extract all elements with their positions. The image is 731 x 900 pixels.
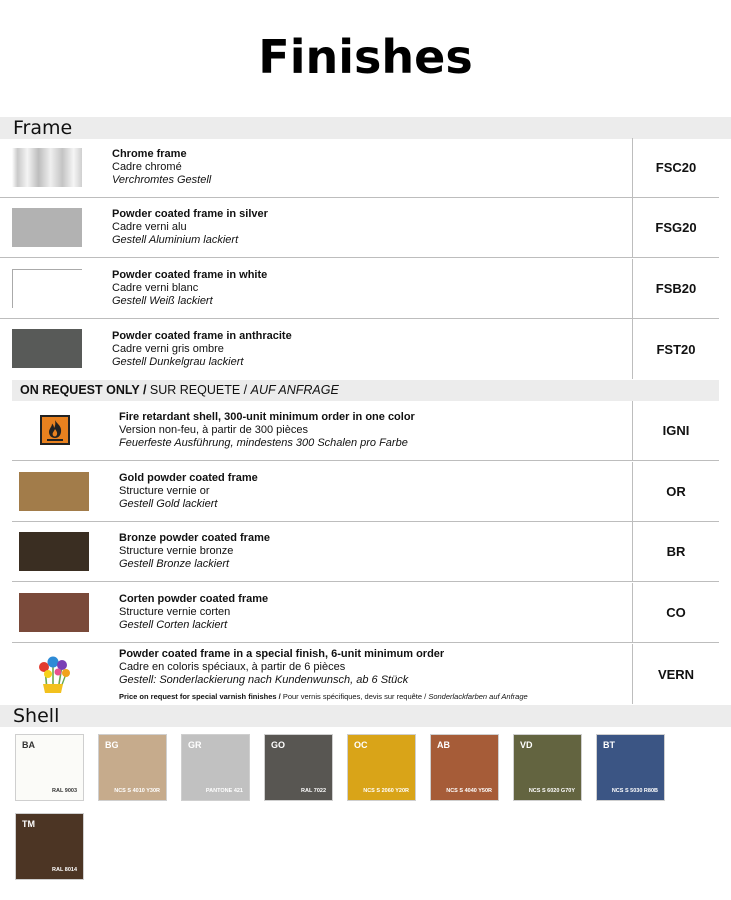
finish-name-en: Powder coated frame in white: [112, 269, 268, 281]
finish-code: FSB20: [655, 281, 697, 296]
shell-color-tile: [15, 813, 84, 880]
finish-name-en: Gold powder coated frame: [119, 472, 258, 484]
request-row-corten: [12, 583, 719, 643]
shell-color-ref: NCS S 6020 G70Y: [528, 788, 575, 794]
finish-name-fr: Cadre en coloris spéciaux, à partir de 6 pièces: [119, 660, 346, 673]
finish-code: BR: [666, 544, 686, 559]
shell-color-tile: [347, 734, 416, 801]
finish-name-de: Gestell Gold lackiert: [119, 498, 218, 510]
shell-color-ref: NCS S 5030 R80B: [611, 788, 658, 794]
page-title: Finishes: [258, 30, 473, 84]
shell-color-ref: RAL 8014: [52, 867, 77, 873]
white-swatch: [12, 269, 82, 308]
finish-name-de: Verchromtes Gestell: [112, 174, 212, 186]
finish-code: VERN: [657, 666, 695, 682]
finish-name-de: Gestell Dunkelgrau lackiert: [112, 355, 244, 368]
finish-name-en: Chrome frame: [112, 148, 187, 160]
finish-name-fr: Cadre chromé: [112, 161, 182, 173]
finish-name-fr: Structure vernie bronze: [119, 545, 234, 557]
shell-color-code: BG: [105, 740, 119, 750]
shell-color-ref: NCS S 4010 Y30R: [114, 788, 160, 794]
shell-color-code: TM: [22, 819, 35, 829]
finish-name-en: Powder coated frame in anthracite: [112, 329, 292, 342]
section-header-shell: Shell: [0, 705, 731, 727]
finish-name-fr: Cadre verni alu: [112, 221, 187, 233]
finish-code: IGNI: [662, 423, 690, 438]
finish-code: FST20: [656, 341, 696, 357]
shell-color-ref: PANTONE 421: [205, 788, 243, 794]
request-row-bronze: [12, 522, 719, 582]
shell-color-tile: [430, 734, 499, 801]
finish-name-de: Gestell Bronze lackiert: [119, 558, 230, 570]
shell-color-tile: [98, 734, 167, 801]
anthracite-swatch: [12, 329, 82, 368]
frame-row-anthracite: [0, 319, 719, 379]
shell-color-code: GO: [271, 740, 286, 750]
frame-row-chrome: [0, 138, 719, 198]
finish-name-de: Gestell Weiß lackiert: [112, 295, 213, 307]
frame-row-silver: [0, 198, 719, 258]
finish-code: CO: [666, 605, 686, 620]
finish-name-fr: Structure vernie corten: [119, 606, 231, 618]
request-row-gold: [12, 462, 719, 522]
finish-name-fr: Version non-feu, à partir de 300 pièces: [119, 424, 308, 436]
finish-name-de: Gestell Corten lackiert: [119, 619, 228, 631]
flame-warning-icon: [40, 415, 70, 445]
finish-name-en: Bronze powder coated frame: [119, 532, 270, 544]
shell-color-code: OC: [354, 740, 368, 750]
shell-color-code: VD: [520, 740, 533, 750]
finish-name-en: Powder coated frame in silver: [112, 208, 268, 220]
special-finish-note: Price on request for special varnish finishes / Pour vernis spécifiques, devis sur requête / Sonderlackfarben auf Anfrage: [119, 691, 528, 701]
finish-name-fr: Structure vernie or: [119, 485, 210, 497]
section-header-frame: Frame: [0, 117, 731, 139]
chrome-swatch: [12, 148, 82, 187]
shell-color-tile: [596, 734, 665, 801]
frame-row-white: [0, 259, 719, 319]
shell-color-ref: NCS S 4040 Y50R: [446, 788, 492, 794]
color-balloons-icon: [36, 654, 72, 694]
request-row-igni: [12, 401, 719, 461]
finish-name-fr: Cadre verni gris ombre: [112, 342, 224, 355]
finish-name-en: Corten powder coated frame: [119, 593, 269, 605]
shell-color-tile: [181, 734, 250, 801]
finish-code: FSC20: [655, 160, 697, 175]
request-row-special: [12, 644, 719, 704]
shell-color-code: AB: [437, 740, 450, 750]
finish-code: FSG20: [655, 220, 697, 235]
shell-color-ref: NCS S 2060 Y20R: [363, 788, 409, 794]
shell-color-tile: [15, 734, 84, 801]
finish-name-de: Gestell Aluminium lackiert: [112, 234, 239, 246]
finish-name-en: Fire retardant shell, 300-unit minimum order in one color: [119, 411, 415, 423]
bronze-swatch: [19, 532, 89, 571]
silver-swatch: [12, 208, 82, 247]
shell-color-code: GR: [188, 740, 202, 750]
shell-color-ref: RAL 7022: [301, 788, 326, 794]
finish-code: OR: [666, 484, 686, 499]
shell-color-tile: [513, 734, 582, 801]
finish-name-de: Gestell: Sonderlackierung nach Kundenwunsch, ab 6 Stück: [119, 673, 409, 686]
gold-swatch: [19, 472, 89, 511]
finish-name-de: Feuerfeste Ausführung, mindestens 300 Schalen pro Farbe: [119, 437, 408, 449]
shell-color-ref: RAL 9003: [52, 788, 77, 794]
finish-name-en: Powder coated frame in a special finish, 6-unit minimum order: [119, 647, 445, 660]
shell-color-tile: [264, 734, 333, 801]
finish-name-fr: Cadre verni blanc: [112, 282, 199, 294]
corten-swatch: [19, 593, 89, 632]
on-request-header: ON REQUEST ONLY / SUR REQUETE / AUF ANFRAGE: [12, 380, 719, 401]
shell-color-code: BT: [603, 740, 615, 750]
shell-color-code: BA: [22, 740, 35, 750]
